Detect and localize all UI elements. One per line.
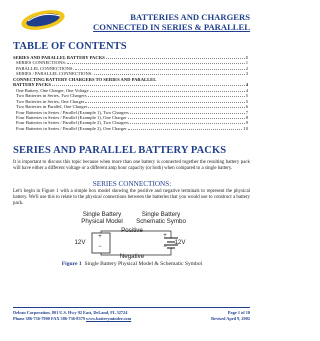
body-paragraph: Let's begin in Figure 1 with a simple box model showing the positive and negative terminals to represent the physical battery. We'll use this to relate to the physical connections between the batteries that you would use to construct a battery pack. <box>13 189 250 206</box>
voltage-right-label: 12V <box>174 239 186 246</box>
toc-entry-page: 4 <box>245 87 248 93</box>
caption-prefix: Figure 1 <box>61 261 82 267</box>
footer-contact <box>13 316 131 321</box>
toc-entry-page: 5 <box>245 98 248 104</box>
physical-label-line1: Single Battery <box>82 211 122 218</box>
toc-entry[interactable] <box>16 126 248 131</box>
toc-entry[interactable] <box>16 60 248 65</box>
toc-entry-page: 10 <box>243 125 248 131</box>
toc-entry-page: 7 <box>245 109 248 115</box>
plus-sign-physical: + <box>98 234 102 240</box>
toc-entry-page: 2 <box>245 65 248 71</box>
voltage-left-label: 12V <box>74 239 86 246</box>
negative-label: Negative <box>119 253 145 260</box>
toc-entry-page: 5 <box>245 93 248 99</box>
toc-entry-label: CONNECTING BATTERY CHARGERS TO SERIES AND PARALLEL <box>13 76 157 82</box>
footer-company: Delran Corporation, 801 U.S. Hwy 92 East, DeLand, FL 32724 <box>13 310 128 315</box>
toc-leader-dots <box>157 77 247 81</box>
toc-entry[interactable] <box>16 66 248 71</box>
series-connections-subheading: SERIES CONNECTIONS: <box>92 180 172 188</box>
toc-entry-page: 8 <box>245 114 248 120</box>
toc-heading: TABLE OF CONTENTS <box>13 41 127 52</box>
toc-entry-label: Four Batteries in Series / Parallel (Example 1), One Charger <box>16 114 127 120</box>
document-title-line1: BATTERIES AND CHARGERS <box>130 12 250 22</box>
toc-leader-dots <box>85 99 244 103</box>
toc-entry[interactable] <box>16 115 248 120</box>
toc-entry-label: Four Batteries in Series / Parallel (Example 2), Two Chargers <box>16 120 129 126</box>
toc-entry-label: PARALLEL CONNECTIONS: <box>16 65 74 71</box>
toc-entry-label: BATTERY PACKS <box>13 82 51 88</box>
toc-leader-dots <box>128 126 243 130</box>
footer-website-link[interactable]: www.batteryminder.com <box>85 316 132 321</box>
toc-entry[interactable] <box>16 88 248 93</box>
toc-entry-page: 9 <box>245 120 248 126</box>
toc-leader-dots <box>75 66 245 70</box>
toc-entry-label: Two Batteries in Series, One Charger <box>16 98 85 104</box>
toc-entry-label: Four Batteries in Series / Parallel (Example 1), Two Chargers <box>16 109 129 115</box>
toc-entry[interactable] <box>13 82 248 87</box>
toc-leader-dots <box>130 120 245 124</box>
schematic-label-line1: Single Battery <box>141 211 181 218</box>
intro-paragraph: It is important to discuss this topic because when more than one battery is connected together the resulting battery pack will have either a different voltage or a different amp hour capacity (or both) when compared to a single battery. <box>13 160 250 171</box>
toc-leader-dots <box>94 71 245 75</box>
toc-leader-dots <box>88 104 244 108</box>
physical-label-line2: Physical Model <box>81 217 123 225</box>
toc-leader-dots <box>52 82 245 86</box>
toc-entry[interactable] <box>16 93 248 98</box>
toc-entry-page: 1 <box>245 55 248 60</box>
toc-entry[interactable] <box>13 77 248 82</box>
toc-entry-page: 6 <box>245 104 248 110</box>
footer-page: Page 1 of 10 <box>227 310 250 315</box>
schematic-label-line2: Schematic Symbo <box>136 217 186 225</box>
section-heading: SERIES AND PARALLEL BATTERY PACKS <box>13 145 227 156</box>
toc-leader-dots <box>67 60 245 64</box>
plus-sign-schematic: + <box>163 233 167 239</box>
toc-leader-dots <box>128 115 245 119</box>
toc-entry[interactable] <box>16 104 248 109</box>
toc-leader-dots <box>130 110 245 114</box>
footer-rule <box>13 307 250 308</box>
toc-entry-label: Two Batteries in Parallel, One Charger <box>16 104 88 110</box>
minus-sign-schematic: − <box>163 244 167 250</box>
document-title-line2: CONNECTED IN SERIES & PARALLEL <box>93 22 250 32</box>
toc-entry-label: Two Batteries in Series, Two Chargers <box>16 93 87 99</box>
battery-figure <box>86 224 186 260</box>
toc-entry-label: SERIES CONNECTIONS: <box>16 60 67 66</box>
toc-entry-page: 1 <box>245 60 248 66</box>
toc-entry-label: SERIES AND PARALLEL BATTERY PACKS <box>13 55 105 60</box>
toc-leader-dots <box>88 93 245 97</box>
toc-entry[interactable] <box>16 99 248 104</box>
positive-label: Positive <box>121 227 143 234</box>
toc-leader-dots <box>90 88 245 92</box>
toc-entry[interactable] <box>16 120 248 125</box>
toc-entry-page: 3 <box>245 71 248 77</box>
footer-revised: Revised April 9, 2002 <box>211 316 250 321</box>
caption-text: Single Battery Physical Model & Schematic Symbol <box>84 261 203 267</box>
figure-caption <box>0 261 264 267</box>
toc-entry[interactable] <box>16 110 248 115</box>
toc-entry-label: SERIES / PARALLEL CONNECTIONS: <box>16 71 93 77</box>
toc-entry-label: Four Batteries in Series / Parallel (Example 2), One Charger <box>16 125 127 131</box>
toc-leader-dots <box>106 55 245 59</box>
toc-entry-label: One Battery, One Charger, One Voltage <box>16 87 89 93</box>
minus-sign-physical: − <box>98 244 102 250</box>
footer-phone-fax: Phone 386-736-7900 FAX 386-736-8379 <box>13 316 86 321</box>
toc-entry[interactable] <box>16 71 248 76</box>
company-logo <box>20 7 66 31</box>
toc-entry[interactable] <box>13 55 248 60</box>
toc-entry-page: 4 <box>245 82 248 88</box>
